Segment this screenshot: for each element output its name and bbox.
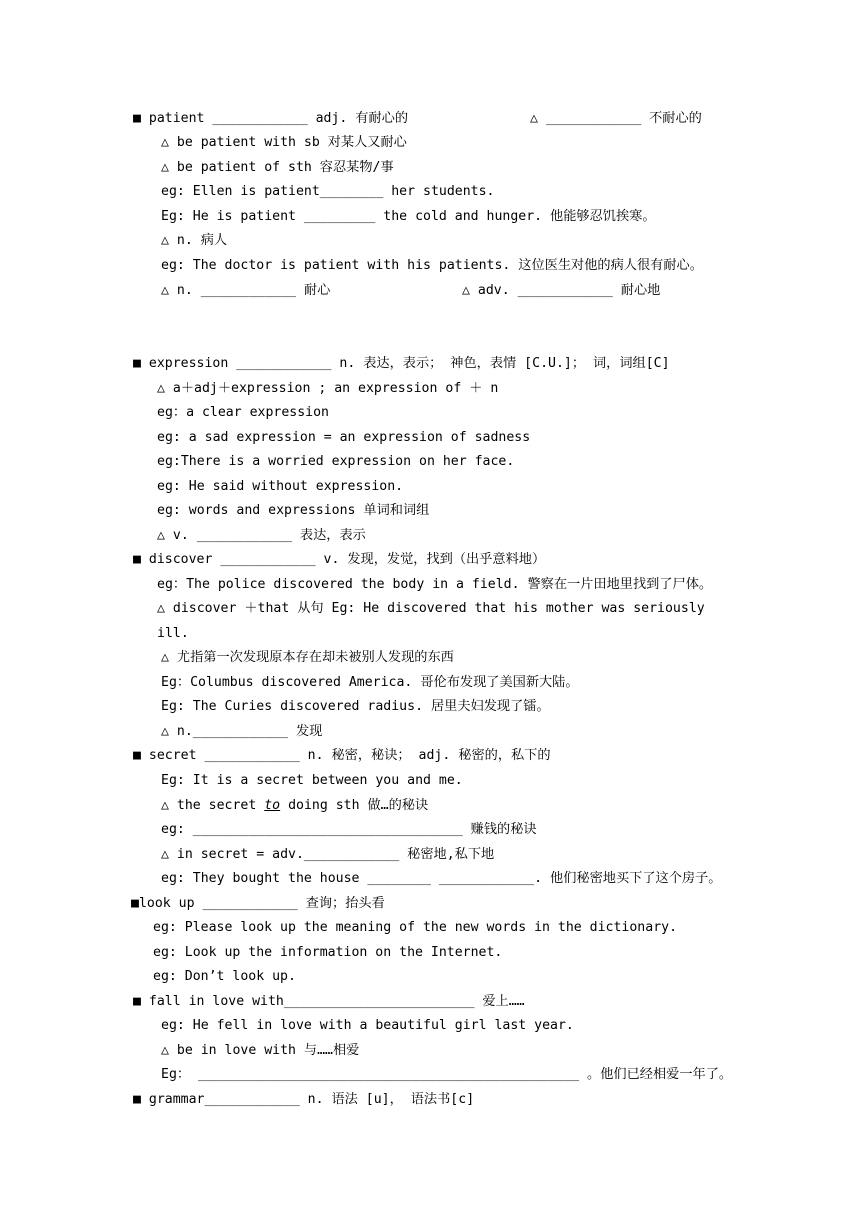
patience-noun-blank: △ n. ____________ 耐心 (161, 283, 331, 298)
patient-with-line: △ be patient with sb 对某人又耐心 (161, 135, 407, 150)
patient-example-2: Eg: He is patient _________ the cold and hunger. 他能够忍饥挨寒。 (161, 209, 656, 224)
patient-noun-line: △ n. 病人 (161, 233, 228, 248)
secret-to-suffix: doing sth 做…的秘诀 (288, 798, 429, 813)
look-up-example-3: eg: Don’t look up. (153, 969, 296, 984)
patient-of-line: △ be patient of sth 容忍某物/事 (161, 160, 394, 175)
express-verb-blank: △ v. ____________ 表达，表示 (157, 528, 366, 543)
in-secret-line: △ in secret = adv.____________ 秘密地,私下地 (161, 847, 495, 862)
discover-note-line: △ 尤指第一次发现原本存在却未被别人发现的东西 (161, 650, 454, 665)
fall-in-love-example-2-blank: Eg： ________________________________________________ 。他们已经相爱一年了。 (161, 1067, 733, 1082)
entry-discover-heading: ■ discover ____________ v. 发现，发觉，找到（出乎意料地） (133, 552, 546, 567)
secret-example-3: eg: They bought the house ________ ____________. 他们秘密地买下了这个房子。 (161, 871, 722, 886)
look-up-example-1: eg: Please look up the meaning of the new words in the dictionary. (153, 920, 678, 935)
entry-expression-heading: ■ expression ____________ n. 表达，表示； 神色，表情 [C.U.]； 词，词组[C] (133, 356, 670, 371)
entry-grammar-heading: ■ grammar____________ n. 语法 [u]， 语法书[c] (133, 1092, 475, 1107)
entry-look-up-heading: ■look up ____________ 查询；抬头看 (131, 896, 385, 911)
patient-example-3: eg: The doctor is patient with his patients. 这位医生对他的病人很有耐心。 (161, 258, 703, 273)
look-up-example-2: eg: Look up the information on the Internet. (153, 945, 503, 960)
expression-example-4: eg: He said without expression. (157, 479, 404, 494)
secret-example-1: Eg: It is a secret between you and me. (161, 773, 463, 788)
expression-example-3: eg:There is a worried expression on her face. (157, 454, 515, 469)
patient-example-1: eg: Ellen is patient________ her students. (161, 184, 495, 199)
discover-example-3: Eg: The Curies discovered radius. 居里夫妇发现了镭。 (161, 699, 550, 714)
entry-secret-heading: ■ secret ____________ n. 秘密，秘诀； adj. 秘密的，私下的 (133, 748, 551, 763)
discover-that-clause-line: △ discover ＋that 从句 Eg: He discovered that his mother was seriously (157, 601, 705, 616)
fall-in-love-example-1: eg: He fell in love with a beautiful girl last year. (161, 1018, 574, 1033)
discovery-noun-blank: △ n.____________ 发现 (161, 724, 323, 739)
patient-antonym-blank: △ ____________ 不耐心的 (530, 111, 702, 126)
be-in-love-line: △ be in love with 与……相爱 (161, 1043, 360, 1058)
entry-fall-in-love-heading: ■ fall in love with________________________ 爱上…… (133, 994, 525, 1009)
secret-to-word: to (264, 798, 281, 813)
entry-patient-heading: ■ patient ____________ adj. 有耐心的 (133, 111, 409, 126)
expression-example-1: eg：a clear expression (157, 405, 329, 420)
secret-to-prefix: △ the secret (161, 798, 257, 813)
expression-example-5: eg: words and expressions 单词和词组 (157, 503, 430, 518)
patiently-adv-blank: △ adv. ____________ 耐心地 (462, 283, 661, 298)
expression-pattern-line: △ a＋adj＋expression ; an expression of ＋ n (157, 381, 499, 396)
expression-example-2: eg: a sad expression = an expression of sadness (157, 430, 531, 445)
discover-that-clause-wrap: ill. (157, 626, 189, 641)
secret-to-line (161, 797, 428, 815)
secret-example-2-blank: eg: __________________________________ 赚钱的秘诀 (161, 822, 537, 837)
discover-example-1: eg：The police discovered the body in a field. 警察在一片田地里找到了尸体。 (157, 577, 713, 592)
discover-example-2: Eg：Columbus discovered America. 哥伦布发现了美国新大陆。 (161, 675, 579, 690)
